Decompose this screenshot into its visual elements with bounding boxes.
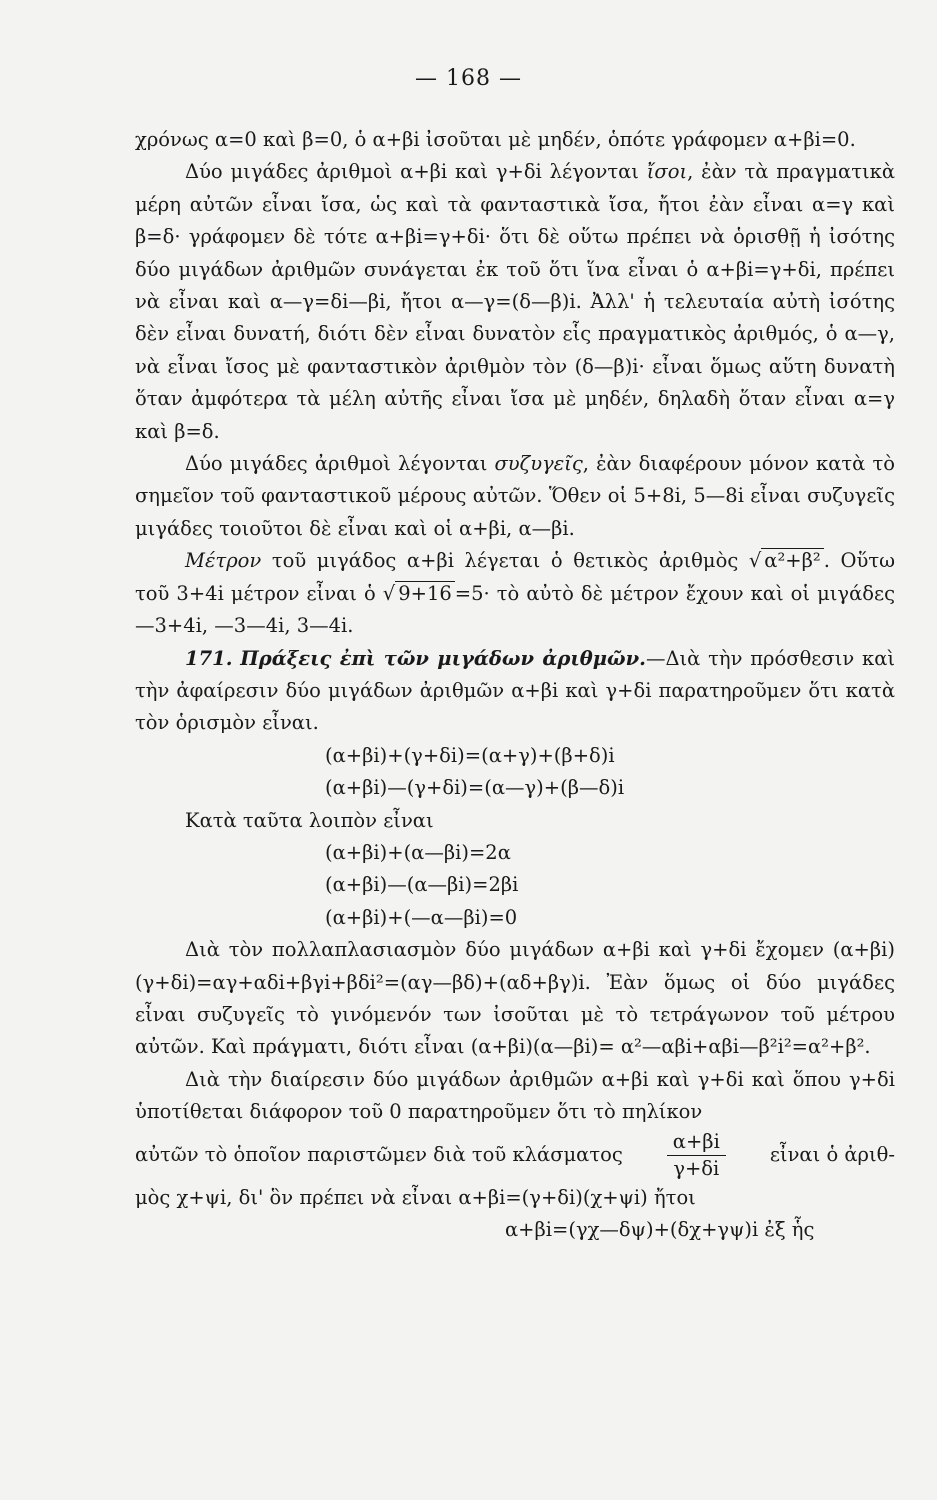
paragraph-division: Διὰ τὴν διαίρεσιν δύο μιγάδων ἀριθμῶν α+βi καὶ γ+δi καὶ ὅπου γ+δi ὑποτίθεται διάφορον τοῦ 0 παρατηροῦμεν ὅτι τὸ πηλίκον — [135, 1067, 895, 1124]
text-segment: —Διὰ τὴν πρόσθεσιν καὶ τὴν ἀφαίρεσιν δύο μιγάδων ἀριθμῶν α+βi καὶ γ+δi παρατηροῦμεν ὅτι κατὰ τὸν ὁρισμὸν εἶναι. — [135, 646, 896, 735]
term-metron: Μέτρον — [185, 549, 262, 573]
equation-opposite-sum: (α+βi)+(—α—βi)=0 — [325, 905, 518, 929]
text-segment: . Οὕτω τοῦ 3+4i μέτρον εἶναι ὁ — [135, 549, 896, 605]
sqrt-radicand: α²+β² — [761, 548, 823, 572]
sqrt-radicand: 9+16 — [395, 581, 455, 605]
term-syzygeis: συζυγεῖς — [494, 452, 583, 476]
text-segment: Δύο μιγάδες ἀριθμοὶ α+βi καὶ γ+δi λέγονται — [185, 160, 639, 184]
text-segment: Δύο μιγάδες ἀριθμοὶ λέγονται — [185, 452, 488, 476]
paragraph-modulus — [135, 545, 895, 642]
equations-consequence — [135, 837, 895, 934]
paragraph-division-cont: μὸς χ+ψi, δι' ὃν πρέπει νὰ εἶναι α+βi=(γ+δi)(χ+ψi) ἤτοι — [135, 1185, 696, 1209]
equation-sum: (α+βi)+(γ+δi)=(α+γ)+(β+δ)i — [325, 743, 615, 767]
equation-conj-sum: (α+βi)+(α—βi)=2α — [325, 840, 511, 864]
text-segment: , ἐὰν τὰ πραγματικὰ μέρη αὐτῶν εἶναι ἴσα, ὡς καὶ τὰ φανταστικὰ ἴσα, ἤτοι ἐὰν εἶναι α=γ καὶ β=δ· γράφομεν δὲ τότε α+βi=γ+δi· ὅτι δὲ οὕτω πρέπει νὰ ὁρισθῇ ἡ ἰσότης δύο μιγάδων ἀριθμῶν συνάγεται ἐκ τοῦ ὅτι ἵνα εἶναι ὁ α+βi=γ+δi, πρέπει νὰ εἶναι καὶ α—γ=δi—βi, ἤτοι α—γ=(δ—β)i. Ἀλλ' ἡ τελευταία αὐτὴ ἰσότης δὲν εἶναι δυνατή, διότι δὲν εἶναι δυνατὸν εἷς πραγματικὸς ἀριθμός, ὁ α—γ, νὰ εἶναι ἴσος μὲ φανταστικὸν ἀριθμὸν τὸν (δ—β)i· εἶναι ὅμως αὕτη δυνατὴ ὅταν ἀμφότερα τὰ μέλη αὐτῆς εἶναι ἴσα μὲ μηδέν, δηλαδὴ ὅταν εἶναι α=γ καὶ β=δ. — [135, 160, 895, 443]
fraction-line — [135, 1129, 895, 1182]
sqrt-sign: √ — [382, 581, 396, 605]
sqrt-sign: √ — [748, 549, 762, 573]
equation-final-line — [135, 1214, 895, 1246]
paragraph-equality — [135, 156, 895, 448]
paragraph-operations — [135, 643, 895, 740]
text-segment: , ἐὰν διαφέρουν μόνον κατὰ τὸ σημεῖον τοῦ φανταστικοῦ μέρους αὐτῶν. Ὅθεν οἱ 5+8i, 5—8i εἶναι συζυγεῖς μιγάδες τοιοῦτοι δὲ εἶναι καὶ οἱ α+βi, α—βi. — [135, 452, 895, 540]
text-segment: =5· τὸ αὐτὸ δὲ μέτρον ἔχουν καὶ οἱ μιγάδες —3+4i, —3—4i, 3—4i. — [135, 581, 895, 638]
text-segment: τοῦ μιγάδος α+βi λέγεται ὁ θετικὸς ἀριθμὸς — [271, 549, 739, 573]
fraction-numerator: α+βi — [667, 1129, 726, 1156]
page-number: — 168 — — [415, 66, 522, 91]
quotient-fraction — [667, 1129, 726, 1182]
term-isoi: ἴσοι — [646, 160, 688, 184]
equation-conj-diff: (α+βi)—(α—βi)=2βi — [325, 873, 519, 897]
paragraph-1: χρόνως α=0 καὶ β=0, ὁ α+βi ἰσοῦται μὲ μηδέν, ὁπότε γράφομεν α+βi=0. — [135, 128, 856, 151]
page-body — [135, 124, 895, 1246]
fraction-denominator: γ+δi — [673, 1156, 720, 1180]
equation-final: α+βi=(γχ—δψ)+(δχ+γψ)i ἐξ ἧς — [505, 1218, 815, 1241]
paragraph-consequently: Κατὰ ταῦτα λοιπὸν εἶναι — [185, 808, 434, 832]
equations-addition — [135, 740, 895, 805]
section-number: 171. — [185, 646, 233, 670]
paragraph-conjugate — [135, 448, 895, 545]
section-title: Πράξεις ἐπὶ τῶν μιγάδων ἀριθμῶν. — [240, 646, 646, 670]
text-segment: αὐτῶν τὸ ὁποῖον παριστῶμεν διὰ τοῦ κλάσματος — [135, 1142, 623, 1166]
text-segment: εἶναι ὁ ἀριθ- — [769, 1142, 895, 1166]
equation-difference: (α+βi)—(γ+δi)=(α—γ)+(β—δ)i — [325, 776, 625, 800]
paragraph-multiplication: Διὰ τὸν πολλαπλασιασμὸν δύο μιγάδων α+βi καὶ γ+δi ἔχομεν (α+βi)(γ+δi)=αγ+αδi+βγi+βδi²=(αγ—βδ)+(αδ+βγ)i. Ἐὰν ὅμως οἱ δύο μιγάδες εἶναι συζυγεῖς τὸ γινόμενόν των ἰσοῦται μὲ τὸ τετράγωνον τοῦ μέτρου αὐτῶν. Καὶ πράγματι, διότι εἶναι (α+βi)(α—βi)= α²—αβi+αβi—β²i²=α²+β². — [135, 938, 895, 1059]
